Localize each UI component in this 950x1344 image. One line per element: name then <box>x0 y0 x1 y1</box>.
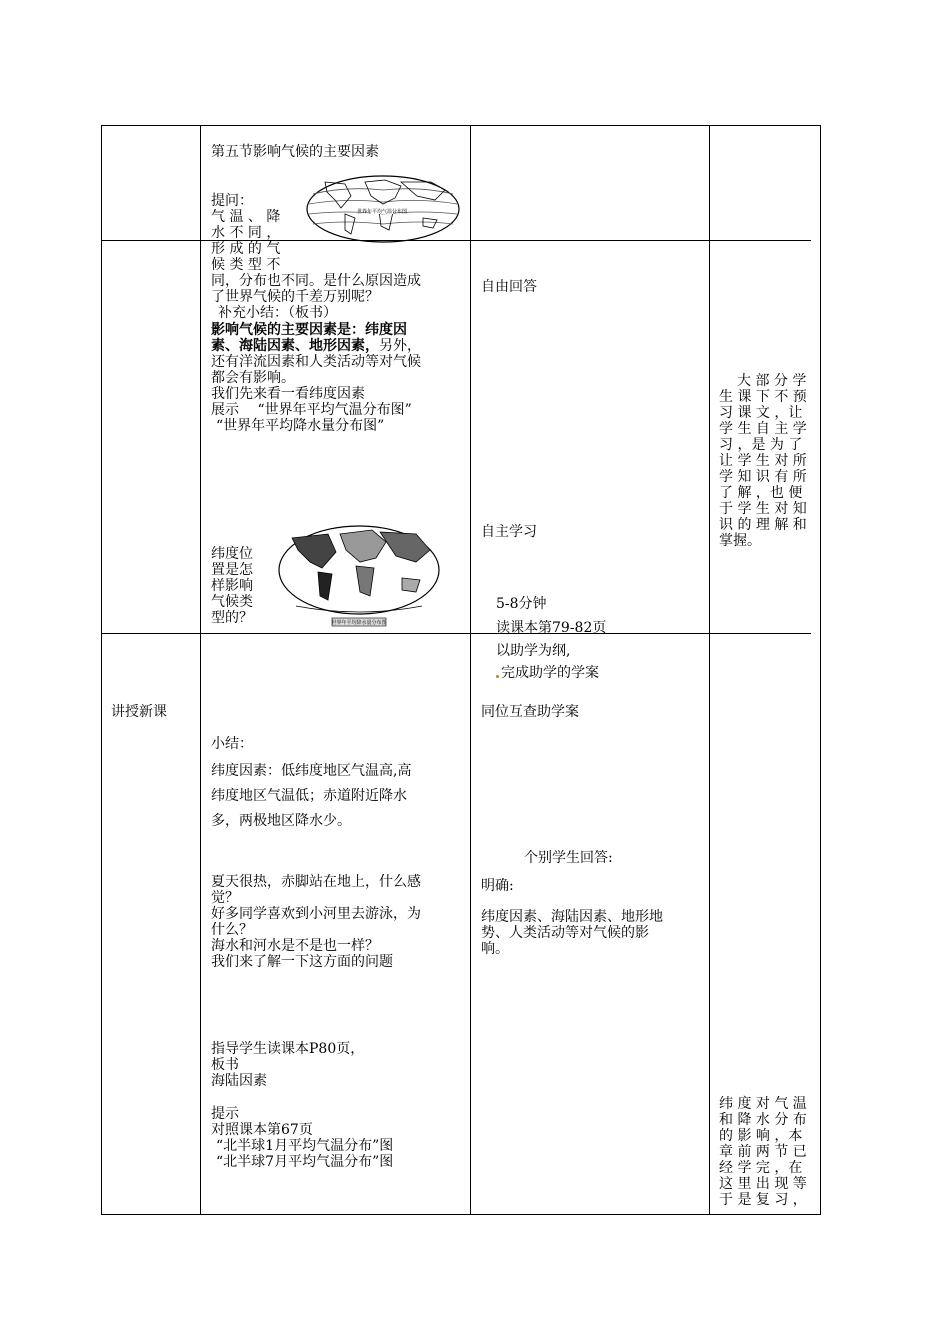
remark-a-1: 大 部 分 学 <box>737 373 807 389</box>
question-line-3: 形 成 的 气 <box>211 241 281 257</box>
remark-a-6: 让 学 生 对 所 <box>719 453 807 469</box>
hint-line-3: “北半球1月平均气温分布”图 <box>216 1138 394 1154</box>
activity-conclusion-3: 响。 <box>481 941 509 957</box>
remark-a-3: 习 课 文 ，让 <box>719 405 803 421</box>
activity-conclusion-1: 纬度因素、海陆因素、地形地 <box>481 909 663 925</box>
scenario-line-4: 什么？ <box>211 922 253 938</box>
guide-line-2: 板书 <box>211 1057 239 1073</box>
remark-a-7: 学 知 识 有 所 <box>719 469 807 485</box>
guide-line-3: 海陆因素 <box>211 1073 267 1089</box>
remark-a-4: 学 生 自 主 学 <box>719 421 807 437</box>
activity-individual: 个别学生回答: <box>524 850 613 866</box>
scenario-line-3: 好多同学喜欢到小河里去游泳，为 <box>211 906 421 922</box>
activity-peer-check: 同位互查助学案 <box>481 704 579 720</box>
table-border-bottom <box>101 1214 821 1215</box>
latitude-question-5: 型的？ <box>211 610 253 626</box>
remark-a-2: 生 课 下 不 预 <box>719 389 807 405</box>
activity-free-answer: 自由回答 <box>481 279 537 295</box>
summary-label: 小结： <box>211 736 253 752</box>
key-factors-line-1: 影响气候的主要因素是：纬度因 <box>211 322 407 338</box>
table-border-right <box>820 125 821 1215</box>
stage-label: 讲授新课 <box>111 704 167 720</box>
question-label: 提问： <box>211 193 253 209</box>
remark-b-7: 于 是 复 习 ， <box>719 1192 807 1208</box>
guide-line-1: 指导学生读课本P80页， <box>211 1041 365 1057</box>
activity-self-study: 自主学习 <box>481 524 537 540</box>
table-border-left <box>101 125 102 1215</box>
remark-b-1: 纬 度 对 气 温 <box>719 1096 807 1112</box>
latitude-question-4: 气候类 <box>211 594 253 610</box>
question-line-1: 气 温 、 降 <box>211 209 281 225</box>
scenario-line-2: 觉？ <box>211 890 239 906</box>
question-line-4: 候 类 型 不 <box>211 257 281 273</box>
latitude-question-1: 纬度位 <box>211 546 253 562</box>
paragraph-line-3: 还有洋流因素和人类活动等对气候 <box>211 354 421 370</box>
paragraph-line-4: 都会有影响。 <box>211 370 295 386</box>
paragraph-line-5: 我们先来看一看纬度因素 <box>211 386 365 402</box>
remark-a-8: 了 解 ，也 便 <box>719 485 803 501</box>
question-line-6: 了世界气候的千差万别呢？ <box>211 289 379 305</box>
table-divider-1 <box>200 125 201 1215</box>
map2-label: 世界年平均降水量分布图 <box>331 620 387 626</box>
hint-line-2: 对照课本第67页 <box>211 1122 313 1138</box>
row-separator-2 <box>101 633 811 634</box>
activity-conclusion-2: 势、人类活动等对气候的影 <box>481 925 649 941</box>
table-divider-3 <box>709 125 710 1215</box>
scenario-line-6: 我们来了解一下这方面的问题 <box>211 954 393 970</box>
key-factors-line-2: 素、海陆因素、地形因素，另外， <box>211 338 421 354</box>
remark-b-5: 经 学 完 ，在 <box>719 1160 803 1176</box>
scenario-line-1: 夏天很热，赤脚站在地上，什么感 <box>211 874 421 890</box>
question-line-5: 同，分布也不同。是什么原因造成 <box>211 273 421 289</box>
latitude-question-2: 置是怎 <box>211 562 253 578</box>
hint-line-1: 提示 <box>211 1106 239 1122</box>
remark-a-10: 识 的 理 解 和 <box>719 517 807 533</box>
remark-b-6: 这 里 出 现 等 <box>719 1176 807 1192</box>
section-title: 第五节影响气候的主要因素 <box>211 144 379 160</box>
temperature-world-map <box>305 174 461 244</box>
remark-b-3: 的 影 响 ，本 <box>719 1128 803 1144</box>
bullet-dot <box>496 675 499 678</box>
remark-a-9: 于 学 生 对 知 <box>719 501 807 517</box>
remark-a-5: 习 ，是 为 了 <box>719 437 803 453</box>
activity-complete: 完成助学的学案 <box>501 665 599 681</box>
activity-read-pages: 读课本第79-82页 <box>496 620 607 636</box>
scenario-line-5: 海水和河水是不是也一样？ <box>211 938 379 954</box>
activity-duration: 5-8分钟 <box>496 596 547 612</box>
question-line-2: 水 不 同 ， <box>211 225 281 241</box>
table-border-top <box>101 125 821 126</box>
summary-line-3: 多，两极地区降水少。 <box>211 813 351 829</box>
paragraph-line-6: 展示 “世界年平均气温分布图” <box>211 402 412 418</box>
hint-line-4: “北半球7月平均气温分布”图 <box>216 1154 394 1170</box>
remark-b-4: 章 前 两 节 已 <box>719 1144 807 1160</box>
supplement-summary: 补充小结：（板书） <box>218 305 337 321</box>
table-divider-2 <box>470 125 471 1215</box>
activity-clarify: 明确: <box>481 878 514 894</box>
latitude-question-3: 样影响 <box>211 578 253 594</box>
remark-a-11: 掌握。 <box>719 533 761 549</box>
remark-b-2: 和 降 水 分 布 <box>719 1112 807 1128</box>
map1-label: 世界年平均气温分布图 <box>356 209 408 215</box>
precipitation-world-map <box>276 522 442 632</box>
summary-line-2: 纬度地区气温低；赤道附近降水 <box>211 788 407 804</box>
activity-guide: 以助学为纲, <box>496 643 571 659</box>
paragraph-line-7: “世界年平均降水量分布图” <box>216 418 385 434</box>
summary-line-1: 纬度因素：低纬度地区气温高,高 <box>211 763 412 779</box>
